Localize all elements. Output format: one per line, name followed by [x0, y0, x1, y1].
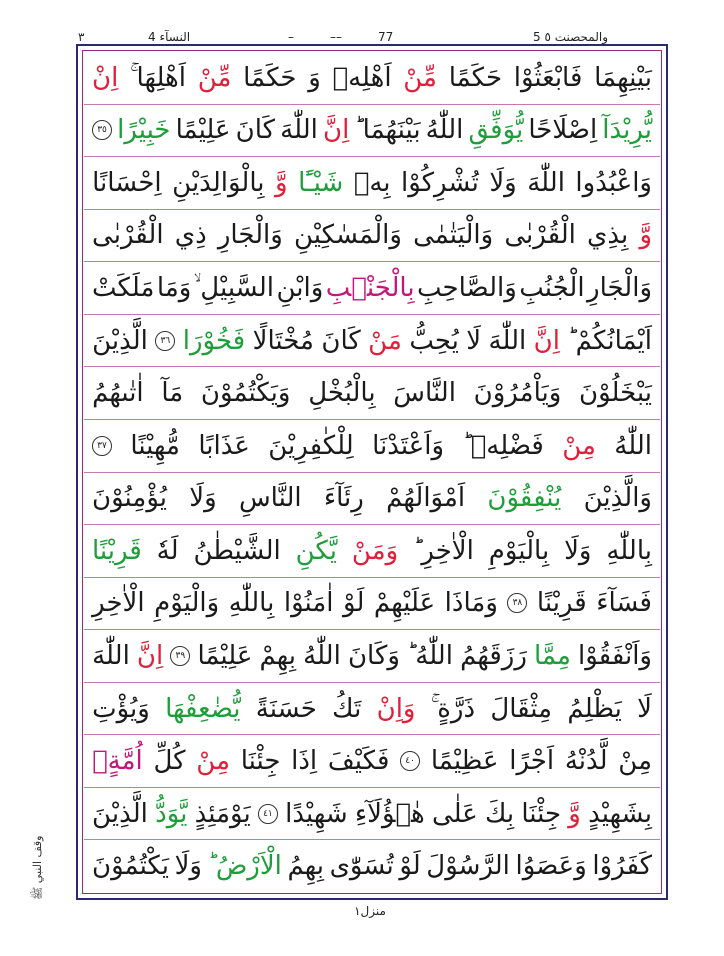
- word: اللّٰهَ: [280, 115, 318, 146]
- word: حَكَمًا: [243, 62, 297, 93]
- word: فَضْلِهٖ ؕ: [462, 430, 544, 461]
- word: تُسَوّٰى: [329, 851, 394, 882]
- word: وَ: [308, 62, 321, 93]
- word: اللّٰهَ: [527, 167, 565, 198]
- word: وَيَاْمُرُوْنَ: [473, 378, 562, 409]
- word: يَكْتُمُوْنَ: [92, 851, 170, 882]
- word: مَنْ: [368, 325, 402, 356]
- word: الْقُرْبٰى: [92, 220, 164, 251]
- text-line: [84, 210, 660, 263]
- word: فَخُوْرَا: [182, 325, 246, 356]
- word: تُشْرِكُوْا: [401, 167, 479, 198]
- word: بَيْنَهُمَا ؕ: [354, 115, 421, 146]
- word: وَالْجَارِ: [587, 273, 652, 304]
- word: اِحْسَانًا: [92, 167, 162, 198]
- word: وَالْجَارِ: [217, 220, 283, 251]
- word: لَوْ: [399, 851, 421, 882]
- word: وَّ: [275, 167, 288, 198]
- text-line: [84, 788, 660, 841]
- word: كَفَرُوْا: [592, 851, 652, 882]
- word: وَيُؤْتِ: [92, 693, 150, 724]
- text-line: [84, 52, 660, 105]
- word: يُؤْمِنُوْنَ: [92, 483, 167, 514]
- word: لِلْكٰفِرِيْنَ: [268, 430, 354, 461]
- word: الْاَرْضُ ؕ: [207, 851, 282, 882]
- word: وَكَانَ: [347, 640, 400, 671]
- word: اللّٰهُ ؕ: [407, 640, 453, 671]
- text-line: [84, 315, 660, 368]
- word: عَظِيْمًا: [430, 746, 499, 777]
- word: فَكَيْفَ: [327, 746, 390, 777]
- word: يَبْخَلُوْنَ: [579, 378, 652, 409]
- word: الَّذِيْنَ: [92, 798, 148, 829]
- word: اللّٰهُ: [614, 430, 652, 461]
- word: اَمْوَالَهُمْ: [386, 483, 466, 514]
- word: لَهٗ: [156, 535, 179, 566]
- word: يُنْفِقُوْنَ: [487, 483, 562, 514]
- word: بِهِمْ: [259, 640, 297, 671]
- word: بَيْنِهِمَا: [594, 62, 652, 93]
- word: حَسَنَةً: [255, 693, 317, 724]
- header-dash: –: [288, 30, 294, 44]
- margin-note: وقف النبي ﷺ: [31, 835, 44, 900]
- word: الَّذِيْنَ: [92, 325, 148, 356]
- word: اِذَا: [291, 746, 318, 777]
- word: وَلَا: [564, 535, 592, 566]
- word: بِاللّٰهِ: [228, 588, 275, 619]
- word: اللّٰهُ: [303, 640, 341, 671]
- word: اَجْرًا: [509, 746, 555, 777]
- text-line: [84, 157, 660, 210]
- word: مِّنْ: [403, 62, 437, 93]
- word: اٰمَنُوْا: [283, 588, 334, 619]
- word: قَرِيْنًا: [92, 535, 142, 566]
- word: بِالْوَالِدَيْنِ: [172, 167, 265, 198]
- word: مِّنْ: [197, 62, 232, 93]
- word: ذَرَّةٍ ۚ: [430, 693, 476, 724]
- word: مُخْتَالًا: [252, 325, 314, 356]
- word: يُّوَفِّقِ: [468, 115, 524, 146]
- word: بِهِمُ: [287, 851, 324, 882]
- word: يَّكُنِ: [295, 535, 338, 566]
- word: شَهِيْدًا: [285, 798, 348, 829]
- word: اَهْلِهٖ: [332, 62, 392, 93]
- word: مُّهِيْنًا: [130, 430, 180, 461]
- text-line: [84, 473, 660, 526]
- word: الْقُرْبٰى: [504, 220, 576, 251]
- manzil-marker: منزل١: [354, 904, 386, 918]
- quran-text-block: [84, 52, 660, 892]
- text-line: [84, 367, 660, 420]
- ayah-number-marker: ٤١: [258, 804, 278, 824]
- word: اَيْمَانُكُمْ ؕ: [567, 325, 652, 356]
- ayah-number-marker: ٣٥: [92, 120, 112, 140]
- word: اُمَّةٍۢ: [92, 746, 143, 777]
- ayah-number-marker: ٣٧: [92, 436, 112, 456]
- word: يُّضٰعِفْهَا: [165, 693, 241, 724]
- word: السَّبِيْلِ ۙ: [193, 273, 275, 304]
- word: وَعَصَوُا: [515, 851, 587, 882]
- word: وَلَا: [489, 167, 517, 198]
- word: لَوْ: [343, 588, 365, 619]
- word: مِمَّا: [534, 640, 571, 671]
- word: عَلٰى: [431, 798, 478, 829]
- word: عَلِيْمًا: [175, 115, 231, 146]
- word: وَمَا: [156, 273, 192, 304]
- text-line: [84, 840, 660, 892]
- word: وَالْيَوْمِ: [154, 588, 220, 619]
- word: الْجُنُبِ: [519, 273, 585, 304]
- word: لَا: [466, 325, 482, 356]
- word: اللّٰهَ: [488, 325, 527, 356]
- word: يَوْمَئِذٍ: [194, 798, 251, 829]
- word: قَرِيْنًا: [536, 588, 587, 619]
- text-line: [84, 630, 660, 683]
- word: وَيَكْتُمُوْنَ: [200, 378, 291, 409]
- word: رِئَآءَ: [323, 483, 364, 514]
- word: بِالْيَوْمِ: [488, 535, 550, 566]
- word: الشَّيْطٰنُ: [193, 535, 281, 566]
- word: خَبِيْرًا: [117, 115, 171, 146]
- text-line: [84, 578, 660, 631]
- word: بِالْجَنْۢبِ: [325, 273, 415, 304]
- word: وَاَنْفَقُوْا: [578, 640, 652, 671]
- word: مِنْ: [196, 746, 230, 777]
- word: النَّاسَ: [393, 378, 456, 409]
- header-dash: ––: [330, 30, 342, 44]
- word: شَيْـًٔا: [298, 167, 344, 198]
- word: اللّٰهُ: [425, 115, 464, 146]
- word: وَالَّذِيْنَ: [583, 483, 652, 514]
- word: مَآ: [161, 378, 184, 409]
- text-line: [84, 683, 660, 736]
- word: وَاِنْ: [376, 693, 416, 724]
- word: كَانَ: [321, 325, 361, 356]
- word: وَالْيَتٰمٰى: [413, 220, 494, 251]
- word: يَّوَدُّ: [155, 798, 188, 829]
- word: جِئْنَا: [521, 798, 562, 829]
- word: بِشَهِيْدٍ: [588, 798, 652, 829]
- word: الرَّسُوْلَ: [426, 851, 510, 882]
- word: وَالصَّاحِبِ: [417, 273, 517, 304]
- word: اَهْلِهَا ۚ: [130, 62, 186, 93]
- word: اِصْلَاحًا: [528, 115, 598, 146]
- word: وَّ: [639, 220, 652, 251]
- word: فَابْعَثُوْا: [513, 62, 583, 93]
- text-line: [84, 105, 660, 158]
- word: الْاٰخِرِ: [92, 588, 145, 619]
- text-line: [84, 420, 660, 473]
- word: اٰتٰىهُمُ: [92, 378, 144, 409]
- word: اِنَّ: [136, 640, 164, 671]
- word: عَلِيْمًا: [197, 640, 253, 671]
- word: كَانَ: [235, 115, 276, 146]
- word: يُحِبُّ: [409, 325, 459, 356]
- ayah-number-marker: ٣٩: [170, 646, 190, 666]
- word: بِالْبُخْلِ: [308, 378, 376, 409]
- word: الْاٰخِرِ ؕ: [413, 535, 474, 566]
- text-line: [84, 735, 660, 788]
- word: حَكَمًا: [448, 62, 503, 93]
- word: وَّ: [568, 798, 581, 829]
- header-left-marker: ٣: [78, 30, 85, 44]
- word: مِثْقَالَ: [490, 693, 553, 724]
- word: لَا: [637, 693, 652, 724]
- word: عَذَابًا: [198, 430, 250, 461]
- word: اِنَّ: [533, 325, 560, 356]
- text-line: [84, 525, 660, 578]
- word: بِذِي: [587, 220, 629, 251]
- word: بِكَ: [484, 798, 515, 829]
- word: اِنْ: [92, 62, 119, 93]
- ayah-number-marker: ٤٠: [400, 751, 420, 771]
- word: يَظْلِمُ: [567, 693, 622, 724]
- word: كُلِّ: [153, 746, 186, 777]
- word: اِنَّ: [322, 115, 350, 146]
- word: وَلَا: [189, 483, 217, 514]
- word: لَّدُنْهُ: [564, 746, 608, 777]
- word: رَزَقَهُمُ: [460, 640, 527, 671]
- word: وَاَعْتَدْنَا: [372, 430, 445, 461]
- word: وَابْنِ: [276, 273, 324, 304]
- word: ذِي: [174, 220, 207, 251]
- word: اللّٰهَ: [92, 640, 130, 671]
- word: مِنْ: [618, 746, 652, 777]
- word: جِئْنَا: [240, 746, 281, 777]
- word: وَمَنْ: [351, 535, 399, 566]
- word: هٰۤؤُلَآءِ: [354, 798, 425, 829]
- text-line: [84, 262, 660, 315]
- word: وَالْمَسٰكِيْنِ: [293, 220, 402, 251]
- ayah-number-marker: ٣٦: [155, 331, 175, 351]
- page-number: 77: [378, 30, 394, 44]
- surah-name: 4 النسآء: [148, 30, 191, 44]
- word: بِهٖ: [353, 167, 391, 198]
- word: مَلَكَتْ: [92, 273, 155, 304]
- word: يُّرِيْدَآ: [602, 115, 652, 146]
- word: وَاعْبُدُوا: [575, 167, 652, 198]
- word: مِنْ: [562, 430, 596, 461]
- word: فَسَآءَ: [596, 588, 652, 619]
- word: وَلَا: [174, 851, 202, 882]
- word: وَمَاذَا: [444, 588, 498, 619]
- word: بِاللّٰهِ: [606, 535, 652, 566]
- word: تَكُ: [332, 693, 362, 724]
- juz-name: 5 والمحصنت ٥: [533, 30, 608, 44]
- word: النَّاسِ: [238, 483, 302, 514]
- word: عَلَيْهِمْ: [373, 588, 436, 619]
- ayah-number-marker: ٣٨: [507, 593, 527, 613]
